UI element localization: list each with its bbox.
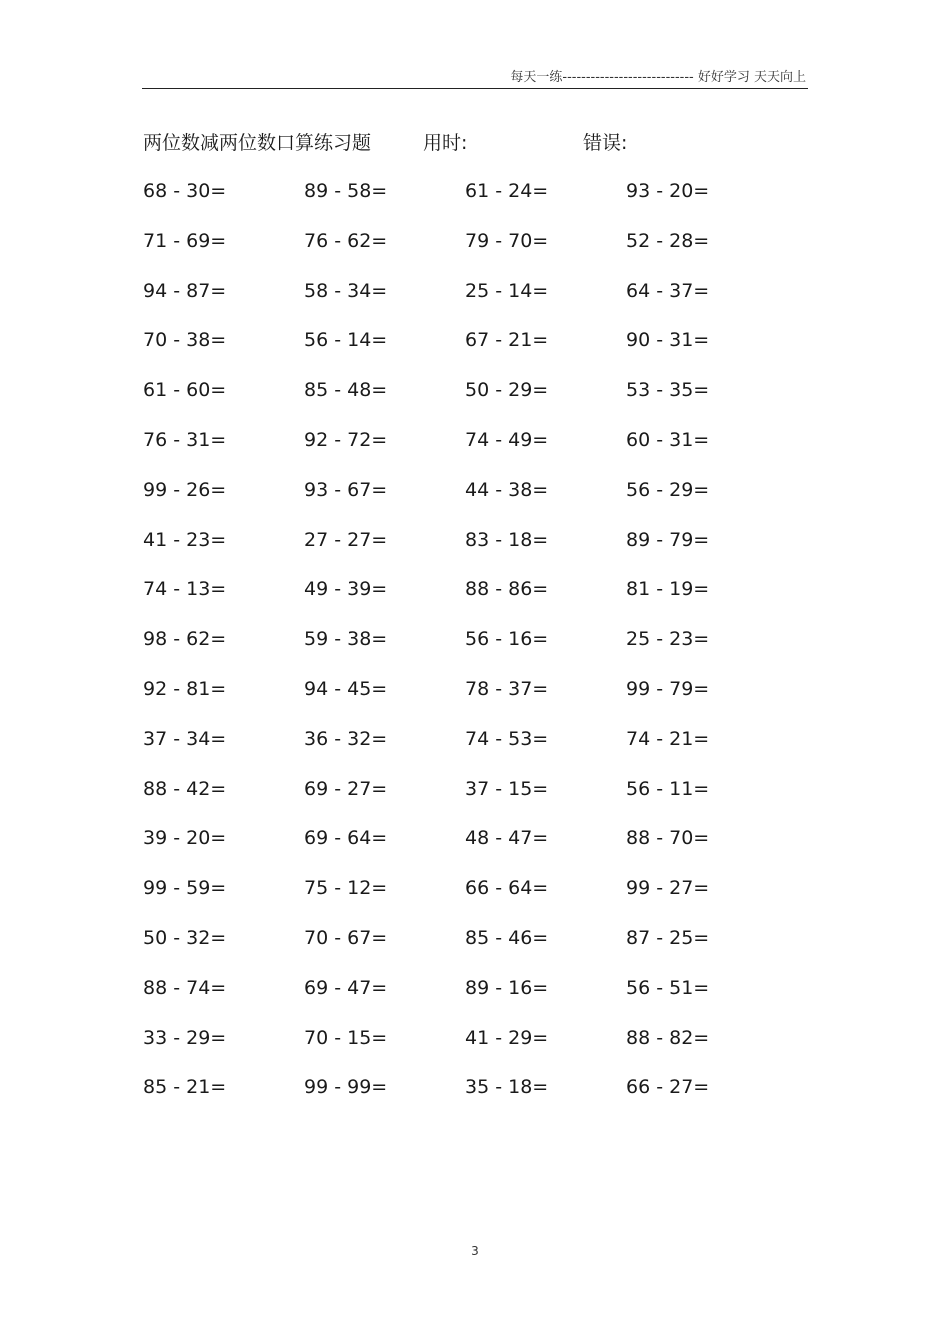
math-problem: 78 - 37= <box>465 677 549 700</box>
math-problem: 89 - 58= <box>304 180 388 202</box>
math-problem: 70 - 15= <box>304 1026 388 1049</box>
math-problem: 79 - 70= <box>465 229 549 252</box>
math-problem: 41 - 29= <box>465 1026 549 1049</box>
math-problem: 39 - 20= <box>143 827 227 850</box>
page-number: 3 <box>471 1244 479 1258</box>
math-problem: 56 - 16= <box>465 628 549 651</box>
math-problem: 81 - 19= <box>626 578 710 601</box>
math-problem: 89 - 79= <box>626 528 710 551</box>
math-problem: 44 - 38= <box>465 478 549 501</box>
math-problem: 25 - 14= <box>465 279 549 302</box>
math-problem: 25 - 23= <box>626 628 710 651</box>
page-header <box>142 64 808 89</box>
math-problem: 76 - 62= <box>304 229 388 252</box>
math-problem: 92 - 72= <box>304 428 388 451</box>
math-problem: 71 - 69= <box>143 229 227 252</box>
math-problem: 98 - 62= <box>143 628 227 651</box>
math-problem: 89 - 16= <box>465 976 549 999</box>
math-problem: 85 - 48= <box>304 379 388 402</box>
math-problem: 36 - 32= <box>304 727 388 750</box>
math-problem: 85 - 21= <box>143 1076 227 1099</box>
math-problem: 88 - 74= <box>143 976 227 999</box>
math-problem: 93 - 20= <box>626 180 710 202</box>
math-problem: 74 - 53= <box>465 727 549 750</box>
math-problem: 56 - 51= <box>626 976 710 999</box>
problem-grid <box>143 176 823 1122</box>
math-problem: 68 - 30= <box>143 180 227 202</box>
math-problem: 88 - 42= <box>143 777 227 800</box>
math-problem: 93 - 67= <box>304 478 388 501</box>
math-problem: 52 - 28= <box>626 229 710 252</box>
time-label: 用时: <box>423 132 468 154</box>
math-problem: 88 - 70= <box>626 827 710 850</box>
math-problem: 60 - 31= <box>626 428 710 451</box>
title-row <box>0 128 950 158</box>
math-problem: 92 - 81= <box>143 677 227 700</box>
worksheet-title: 两位数减两位数口算练习题 <box>143 132 372 154</box>
math-problem: 69 - 47= <box>304 976 388 999</box>
math-problem: 99 - 79= <box>626 677 710 700</box>
errors-label: 错误: <box>583 132 628 154</box>
math-problem: 70 - 67= <box>304 926 388 949</box>
math-problem: 69 - 27= <box>304 777 388 800</box>
math-problem: 99 - 99= <box>304 1076 388 1099</box>
math-problem: 90 - 31= <box>626 329 710 352</box>
header-text: 每天一练---------------------------- 好好学习 天天向上 <box>510 70 806 85</box>
math-problem: 48 - 47= <box>465 827 549 850</box>
math-problem: 99 - 27= <box>626 877 710 900</box>
math-problem: 37 - 15= <box>465 777 549 800</box>
math-problem: 74 - 49= <box>465 428 549 451</box>
math-problem: 75 - 12= <box>304 877 388 900</box>
math-problem: 61 - 60= <box>143 379 227 402</box>
math-problem: 53 - 35= <box>626 379 710 402</box>
math-problem: 85 - 46= <box>465 926 549 949</box>
math-problem: 94 - 45= <box>304 677 388 700</box>
math-problem: 70 - 38= <box>143 329 227 352</box>
math-problem: 94 - 87= <box>143 279 227 302</box>
math-problem: 69 - 64= <box>304 827 388 850</box>
math-problem: 87 - 25= <box>626 926 710 949</box>
math-problem: 99 - 26= <box>143 478 227 501</box>
math-problem: 56 - 29= <box>626 478 710 501</box>
math-problem: 35 - 18= <box>465 1076 549 1099</box>
math-problem: 50 - 29= <box>465 379 549 402</box>
math-problem: 27 - 27= <box>304 528 388 551</box>
math-problem: 66 - 64= <box>465 877 549 900</box>
math-problem: 37 - 34= <box>143 727 227 750</box>
math-problem: 41 - 23= <box>143 528 227 551</box>
math-problem: 50 - 32= <box>143 926 227 949</box>
math-problem: 33 - 29= <box>143 1026 227 1049</box>
math-problem: 74 - 13= <box>143 578 227 601</box>
math-problem: 49 - 39= <box>304 578 388 601</box>
math-problem: 88 - 86= <box>465 578 549 601</box>
math-problem: 74 - 21= <box>626 727 710 750</box>
math-problem: 56 - 11= <box>626 777 710 800</box>
math-problem: 56 - 14= <box>304 329 388 352</box>
math-problem: 76 - 31= <box>143 428 227 451</box>
math-problem: 83 - 18= <box>465 528 549 551</box>
math-problem: 67 - 21= <box>465 329 549 352</box>
math-problem: 59 - 38= <box>304 628 388 651</box>
math-problem: 99 - 59= <box>143 877 227 900</box>
math-problem: 88 - 82= <box>626 1026 710 1049</box>
math-problem: 66 - 27= <box>626 1076 710 1099</box>
math-problem: 58 - 34= <box>304 279 388 302</box>
math-problem: 61 - 24= <box>465 180 549 202</box>
math-problem: 64 - 37= <box>626 279 710 302</box>
